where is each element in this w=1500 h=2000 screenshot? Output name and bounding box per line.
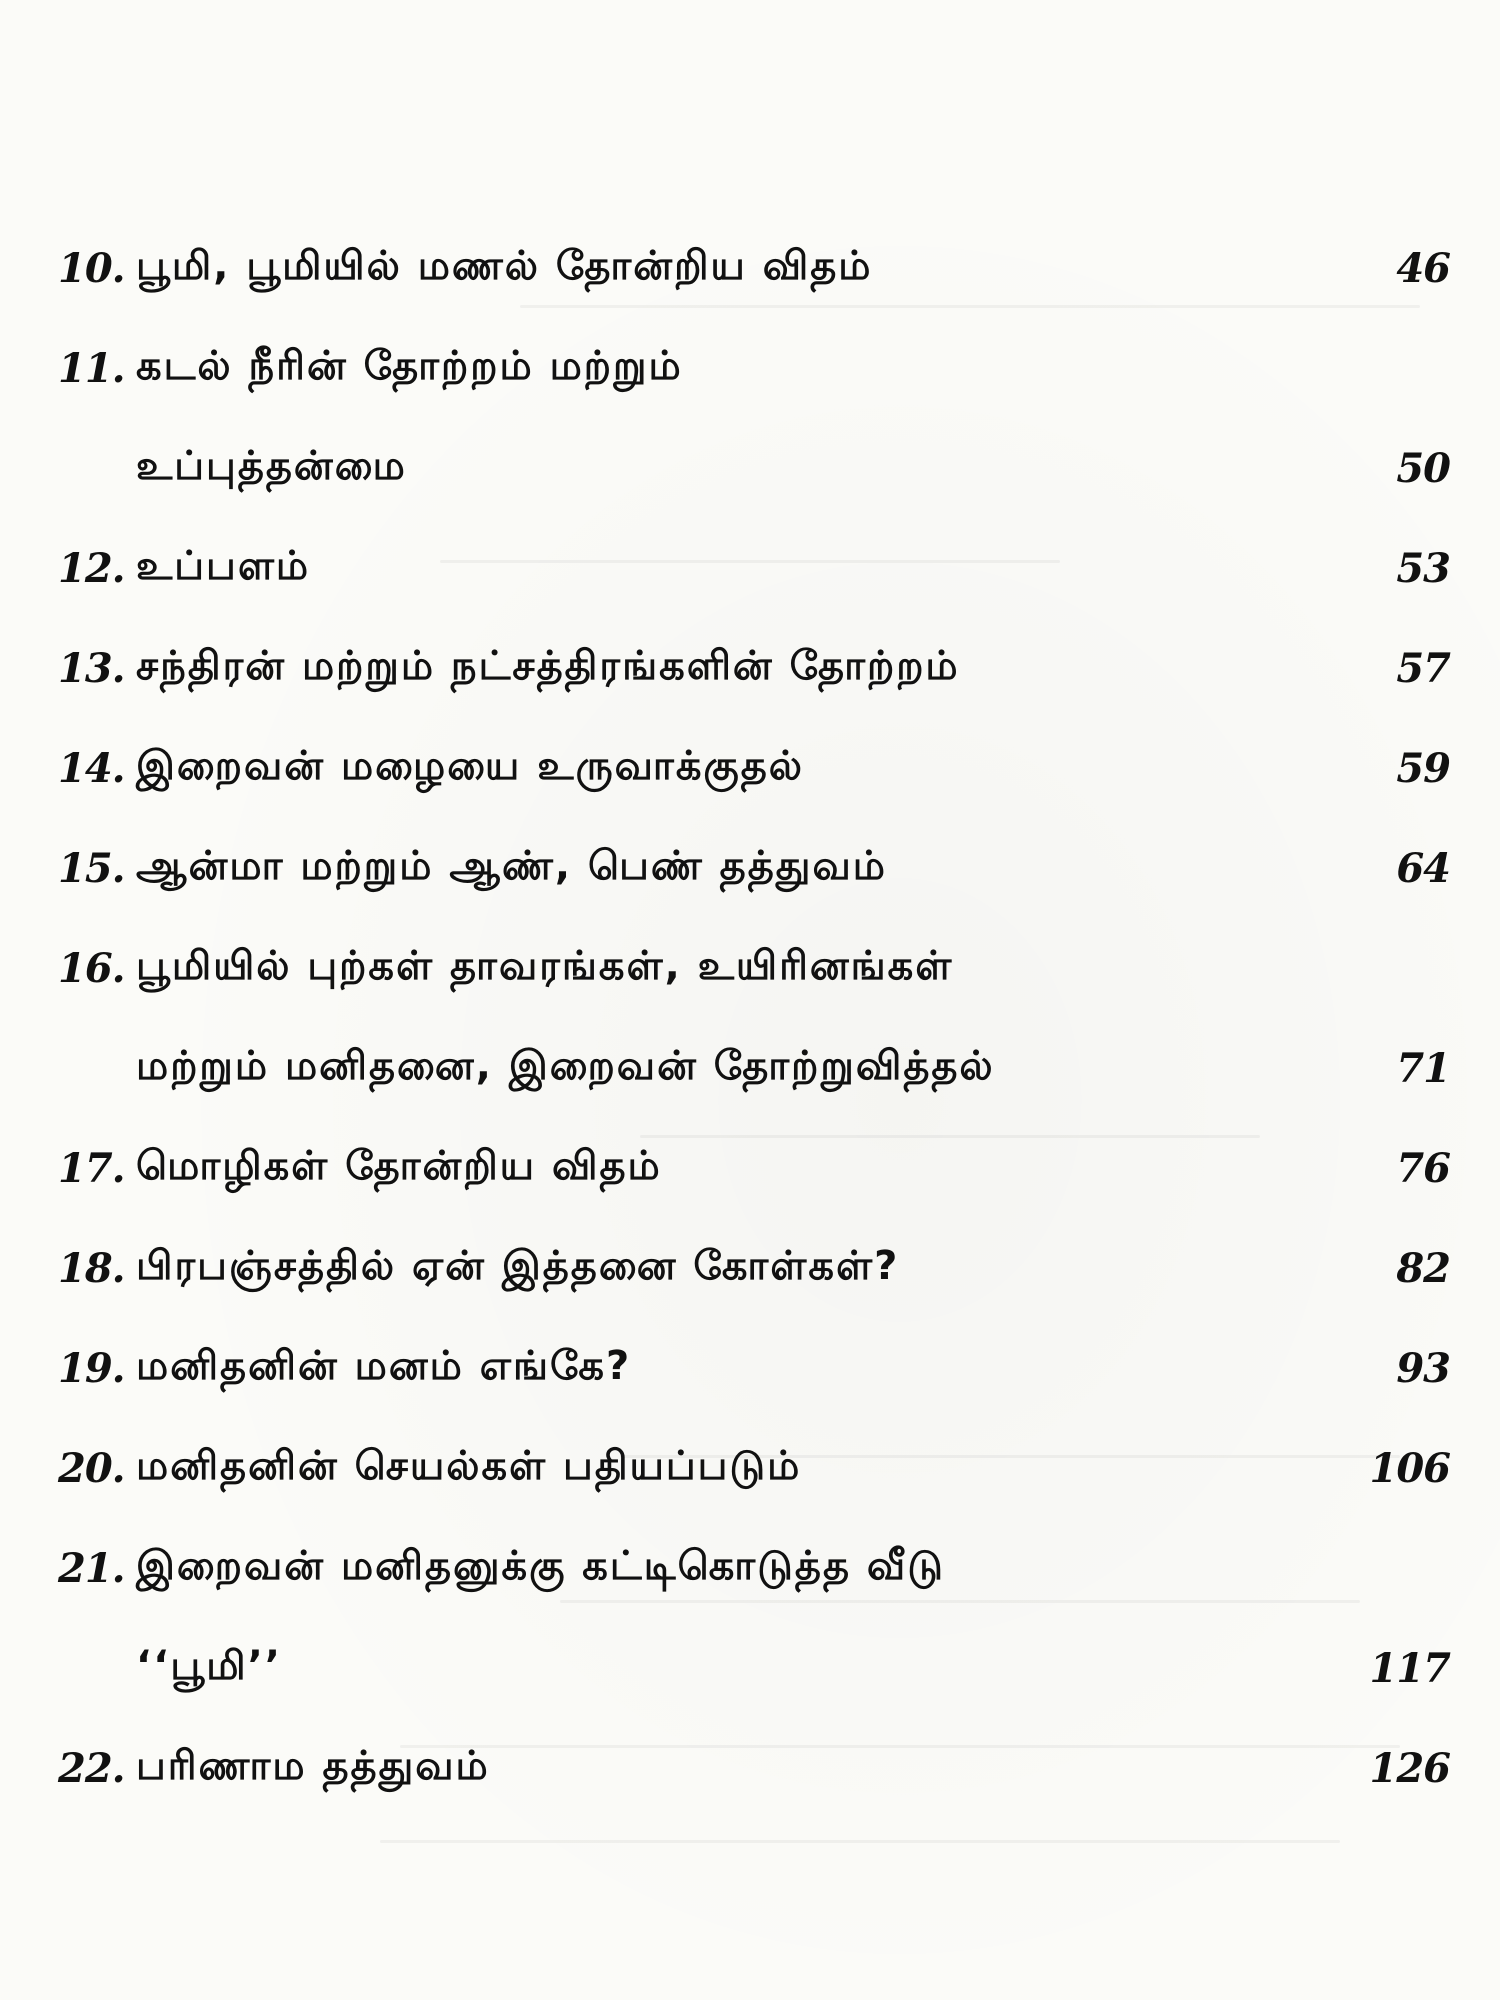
chapter-title: உப்பளம் — [136, 542, 311, 589]
toc-entry-21 — [58, 1518, 1450, 1718]
page-number: 59 — [1396, 744, 1450, 792]
toc-entry-14 — [58, 718, 1450, 818]
page-number: 46 — [1396, 244, 1450, 292]
page-number: 93 — [1396, 1344, 1450, 1392]
page-number: 53 — [1396, 544, 1450, 592]
chapter-title-continued: மற்றும் மனிதனை, இறைவன் தோற்றுவித்தல் — [136, 1042, 995, 1089]
chapter-number: 19. — [58, 1344, 125, 1392]
toc-entry-10 — [58, 218, 1450, 318]
chapter-title: இறைவன் மனிதனுக்கு கட்டிகொடுத்த வீடு — [136, 1542, 945, 1589]
chapter-title-continued: உப்புத்தன்மை — [136, 442, 407, 489]
page-number: 106 — [1369, 1444, 1450, 1492]
page-number: 76 — [1396, 1144, 1450, 1192]
chapter-number: 17. — [58, 1144, 125, 1192]
chapter-number: 12. — [58, 544, 125, 592]
page-number: 126 — [1369, 1744, 1450, 1792]
page-number: 57 — [1396, 644, 1450, 692]
page-number: 71 — [1396, 1044, 1450, 1092]
chapter-title: மொழிகள் தோன்றிய விதம் — [136, 1142, 662, 1189]
chapter-title: சந்திரன் மற்றும் நட்சத்திரங்களின் தோற்றம் — [136, 642, 960, 689]
page-number: 82 — [1396, 1244, 1450, 1292]
chapter-title: மனிதனின் செயல்கள் பதியப்படும் — [136, 1442, 802, 1489]
chapter-title: இறைவன் மழையை உருவாக்குதல் — [136, 742, 804, 789]
chapter-title: பரிணாம தத்துவம் — [136, 1742, 490, 1789]
toc-entry-17 — [58, 1118, 1450, 1218]
chapter-number: 18. — [58, 1244, 125, 1292]
chapter-number: 15. — [58, 844, 125, 892]
chapter-number: 22. — [58, 1744, 125, 1792]
chapter-number: 16. — [58, 944, 125, 992]
toc-entry-15 — [58, 818, 1450, 918]
page-number: 117 — [1369, 1644, 1450, 1692]
chapter-number: 13. — [58, 644, 125, 692]
chapter-number: 21. — [58, 1544, 125, 1592]
page-number: 50 — [1396, 444, 1450, 492]
toc-entry-19 — [58, 1318, 1450, 1418]
toc-entry-18 — [58, 1218, 1450, 1318]
toc-entry-22 — [58, 1718, 1450, 1818]
chapter-number: 14. — [58, 744, 125, 792]
table-of-contents — [58, 218, 1450, 1818]
chapter-title-continued: ‘‘பூமி’’ — [136, 1642, 282, 1689]
chapter-title: ஆன்மா மற்றும் ஆண், பெண் தத்துவம் — [136, 842, 887, 889]
toc-entry-20 — [58, 1418, 1450, 1518]
page-number: 64 — [1396, 844, 1450, 892]
toc-entry-13 — [58, 618, 1450, 718]
toc-entry-11 — [58, 318, 1450, 518]
chapter-title: பூமி, பூமியில் மணல் தோன்றிய விதம் — [136, 242, 873, 289]
chapter-number: 20. — [58, 1444, 125, 1492]
bleed-through-mark — [380, 1840, 1340, 1843]
chapter-title: பூமியில் புற்கள் தாவரங்கள், உயிரினங்கள் — [136, 942, 954, 989]
chapter-title: மனிதனின் மனம் எங்கே? — [136, 1342, 632, 1389]
chapter-number: 11. — [58, 344, 125, 392]
toc-entry-12 — [58, 518, 1450, 618]
toc-entry-16 — [58, 918, 1450, 1118]
chapter-number: 10. — [58, 244, 125, 292]
chapter-title: கடல் நீரின் தோற்றம் மற்றும் — [136, 342, 683, 389]
chapter-title: பிரபஞ்சத்தில் ஏன் இத்தனை கோள்கள்? — [136, 1242, 900, 1289]
